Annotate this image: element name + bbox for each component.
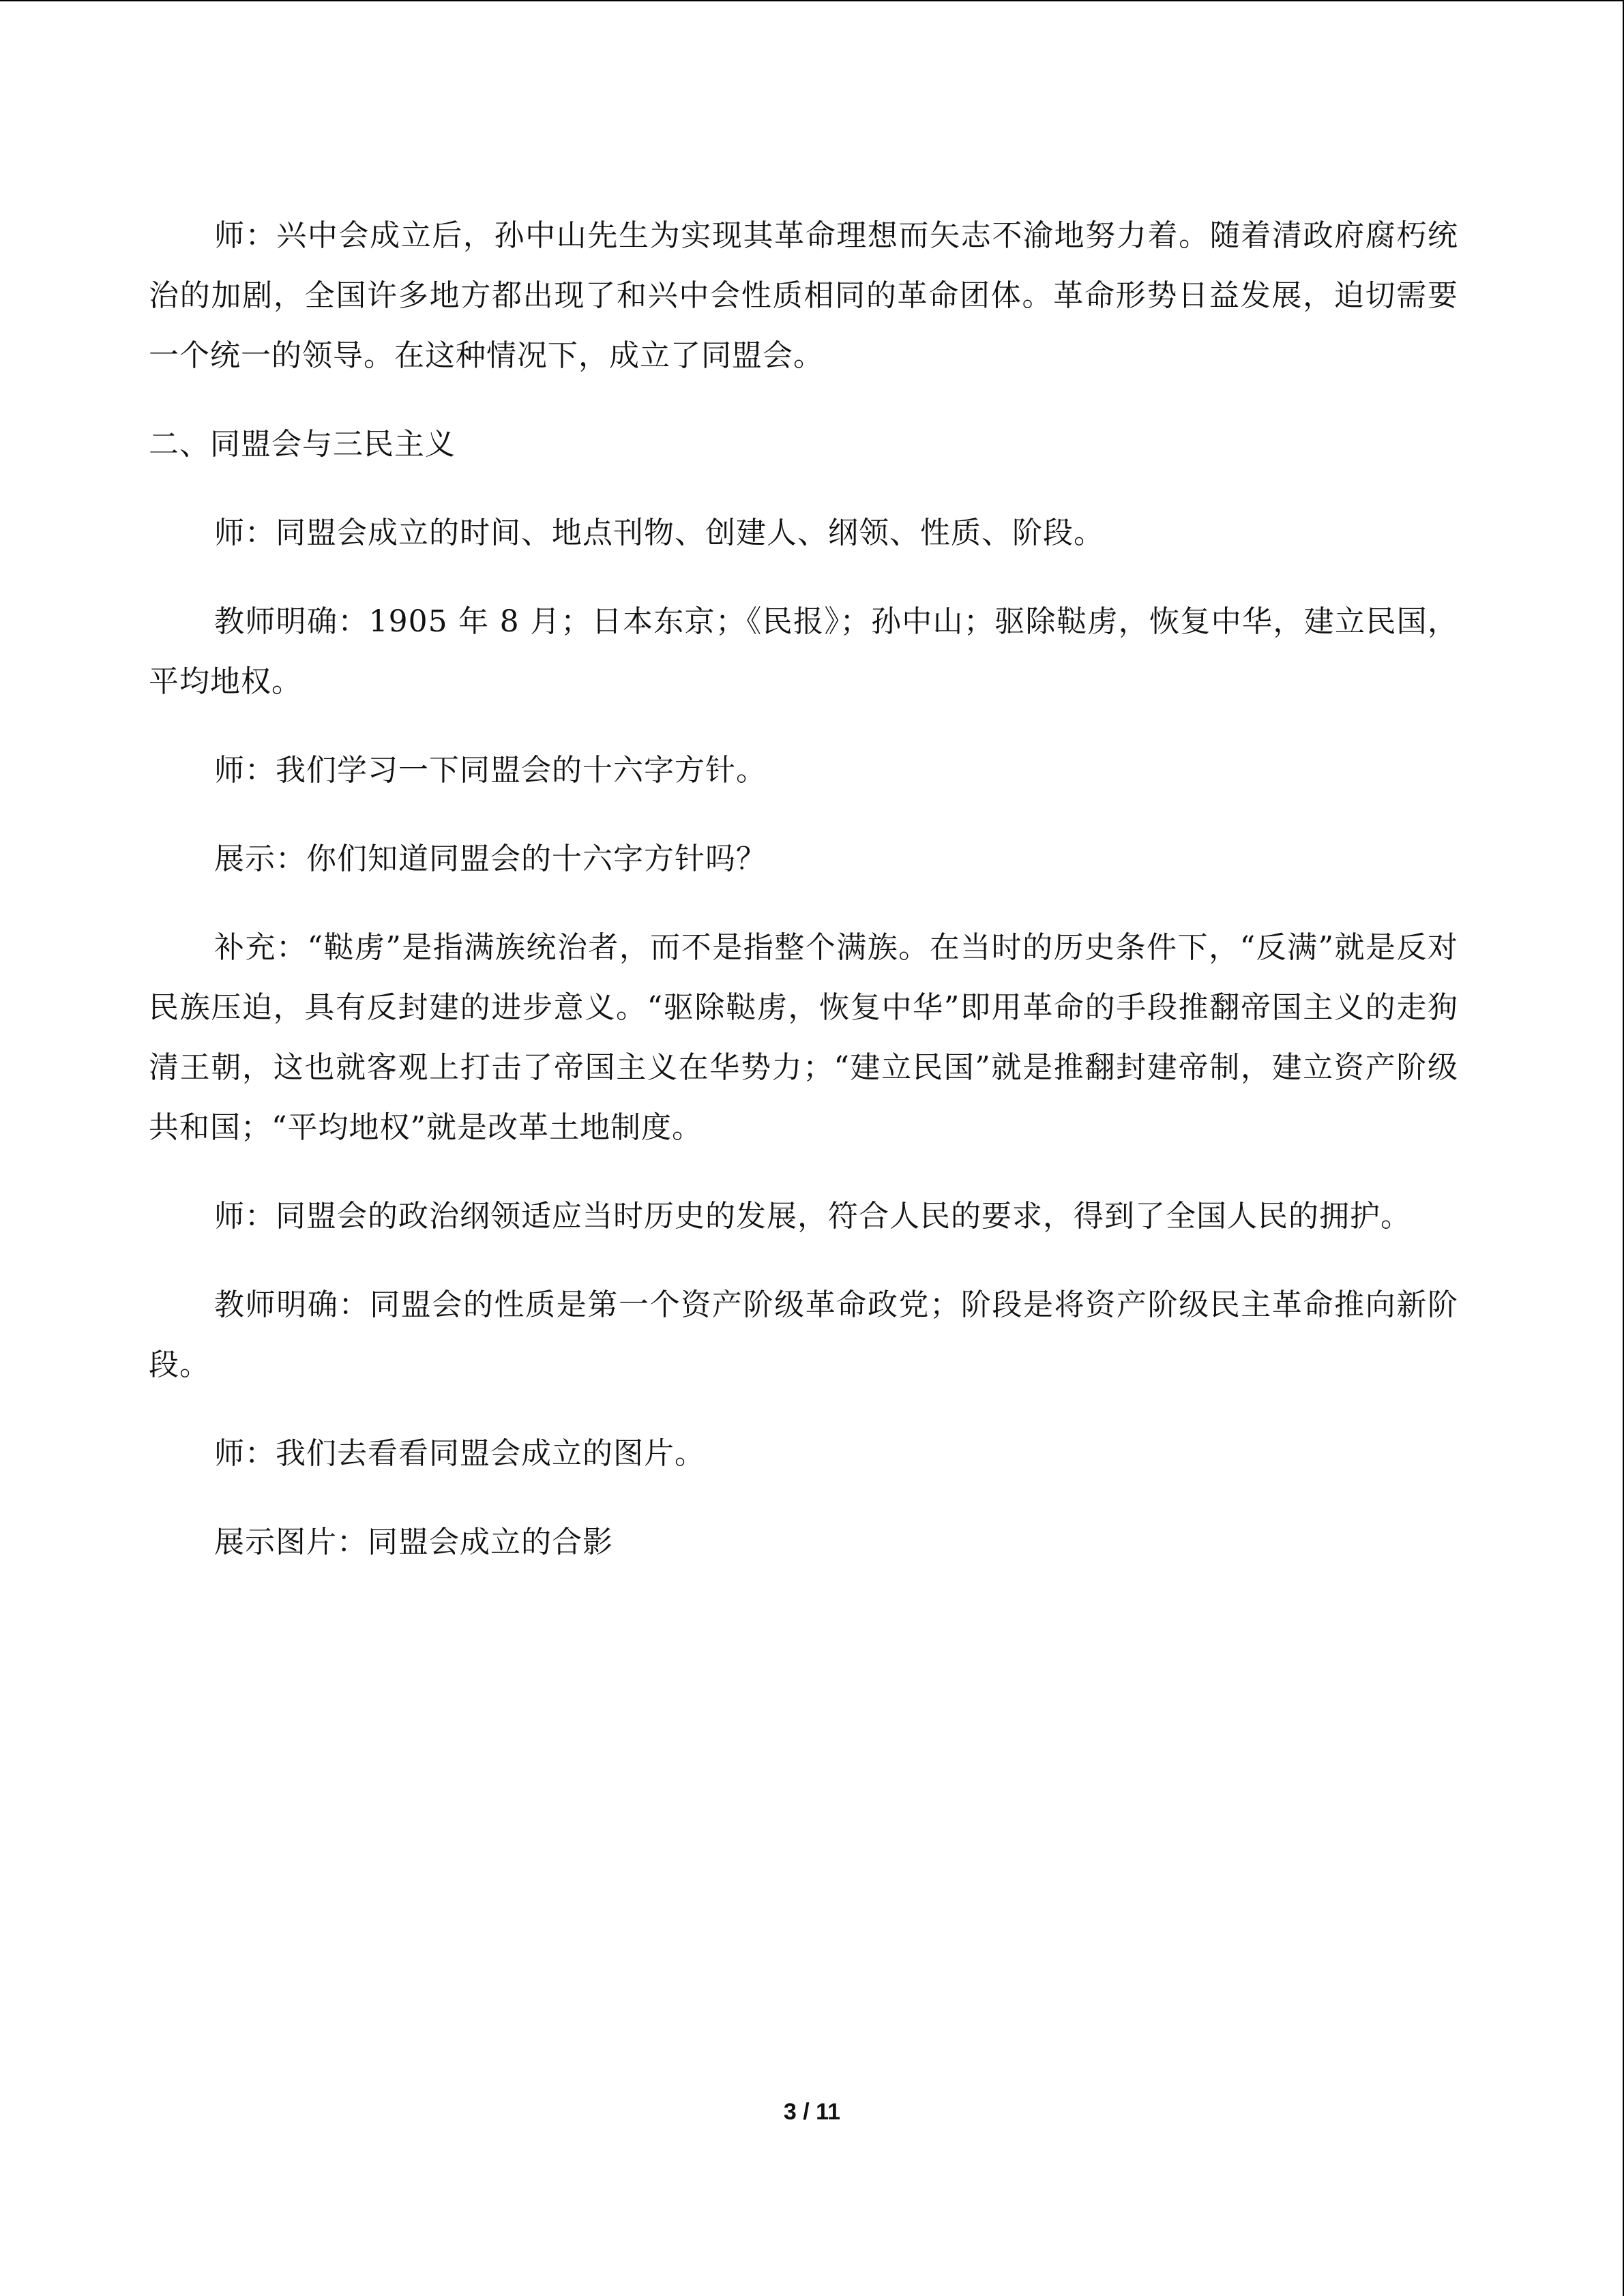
paragraph-sixteen-characters: 师：我们学习一下同盟会的十六字方针。 xyxy=(214,753,767,788)
paragraph-political-program: 师：同盟会的政治纲领适应当时历史的发展，符合人民的要求，得到了全国人民的拥护。 xyxy=(214,1199,1411,1234)
paragraph-look-at-picture: 师：我们去看看同盟会成立的图片。 xyxy=(214,1436,705,1471)
paragraph-teacher-answer-founding: 教师明确：1905 年 8 月；日本东京；《民报》；孙中山；驱除鞑虏，恢复中华，建立民国，平均地权。 xyxy=(149,604,1458,699)
page-number: 3 / 11 xyxy=(783,2099,841,2125)
paragraph-question-founding: 师：同盟会成立的时间、地点刊物、创建人、纲领、性质、阶段。 xyxy=(214,516,1104,550)
paragraph-show-picture: 展示图片：同盟会成立的合影 xyxy=(214,1525,613,1560)
paragraph-supplement: 补充：“鞑虏”是指满族统治者，而不是指整个满族。在当时的历史条件下，“反满”就是反对民族压迫，具有反封建的进步意义。“驱除鞑虏，恢复中华”即用革命的手段推翻帝国主义的走狗清王朝，这也就客观上打击了帝国主义在华势力；“建立民国”就是推翻封建帝制，建立资产阶级共和国；“平均地权”就是改革土地制度。 xyxy=(149,930,1458,1145)
page-top-border xyxy=(0,0,1624,1)
paragraph-show-question: 展示：你们知道同盟会的十六字方针吗？ xyxy=(214,841,767,876)
section-heading-tongmenghui: 二、同盟会与三民主义 xyxy=(149,427,456,462)
document-body xyxy=(149,206,1458,1601)
paragraph-xingzhonghui: 师：兴中会成立后，孙中山先生为实现其革命理想而矢志不渝地努力着。随着清政府腐朽统治的加剧，全国许多地方都出现了和兴中会性质相同的革命团体。革命形势日益发展，迫切需要一个统一的领导。在这种情况下，成立了同盟会。 xyxy=(149,218,1458,373)
paragraph-teacher-answer-nature: 教师明确：同盟会的性质是第一个资产阶级革命政党；阶段是将资产阶级民主革命推向新阶段。 xyxy=(149,1287,1458,1382)
